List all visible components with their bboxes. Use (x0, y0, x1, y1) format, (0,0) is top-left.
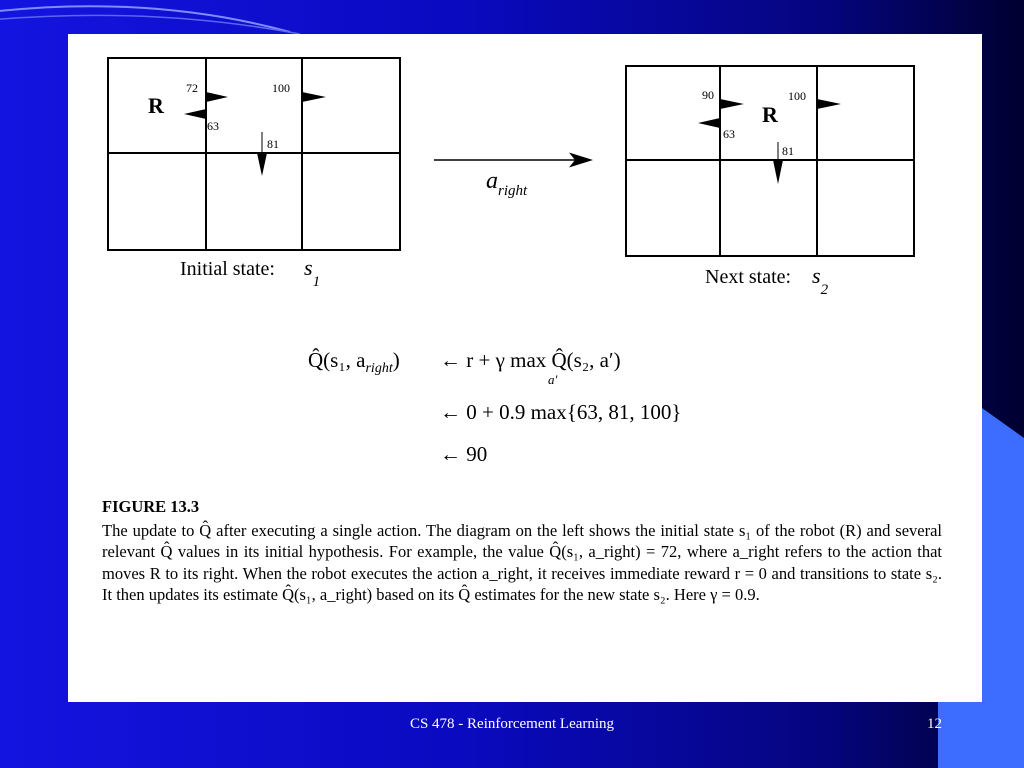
next-state-caption: Next state: (705, 266, 792, 288)
arrow-left-icon (184, 109, 206, 119)
initial-state-grid (108, 58, 400, 290)
figure-caption (102, 496, 942, 606)
equation-line-1: ← r + γ max Q̂(s₂, a′) (440, 348, 621, 372)
figure-title: FIGURE 13.3 (102, 497, 200, 516)
action-arrow (434, 160, 590, 199)
arrow-down-icon (257, 153, 267, 176)
q-value-down: 81 (267, 137, 279, 151)
q-learning-diagram (68, 34, 982, 474)
q-update-equation (308, 348, 681, 466)
max-subscript: a′ (548, 372, 558, 387)
equation-line-3: ← 90 (440, 442, 488, 466)
q-value-left: 63 (207, 119, 219, 133)
footer-course-title: CS 478 - Reinforcement Learning (409, 716, 615, 732)
arrow-right-icon (206, 92, 228, 102)
initial-state-caption: Initial state: (180, 258, 275, 280)
equation-lhs: Q̂(s₁, $a_{right}$) (308, 348, 400, 376)
state-s2-label: $s_2$ (812, 263, 829, 298)
q-value-right-top: 100 (272, 81, 290, 95)
robot-label: R (148, 93, 164, 118)
arrow-right-icon (302, 92, 326, 102)
q-value-down: 81 (782, 144, 794, 158)
arrow-left-icon (698, 118, 720, 128)
q-value-left: 63 (723, 127, 735, 141)
arrow-right-icon (817, 99, 841, 109)
equation-line-2: ← 0 + 0.9 max{63, 81, 100} (440, 400, 682, 424)
q-value-right: 72 (186, 81, 198, 95)
state-s1-label: $s_1$ (304, 255, 321, 290)
slide-number: 12 (927, 716, 942, 732)
arrow-down-icon (773, 160, 783, 184)
arrow-right-icon (720, 99, 744, 109)
next-state-grid (626, 66, 914, 298)
caption-body: The update to Q̂ after executing a single action. The diagram on the left shows the initial state s₁ of the robot (R) and several relevant Q̂ values in its initial hypothesis. For example, the value Q̂(s₁, a_right) = 72, where a_right refers to the action that moves R to its right. When the robot executes the action a_right, it receives immediate reward r = 0 and transitions to state s₂. It then updates its estimate Q̂(s₁, a_right) based on its Q̂ estimates for the new state s₂. Here γ = 0.9. (102, 520, 942, 604)
action-label: $a_{right}$ (486, 168, 528, 199)
robot-label: R (762, 102, 778, 127)
q-value-right-top: 100 (788, 89, 806, 103)
figure-card (68, 34, 982, 702)
q-value-right: 90 (702, 88, 714, 102)
